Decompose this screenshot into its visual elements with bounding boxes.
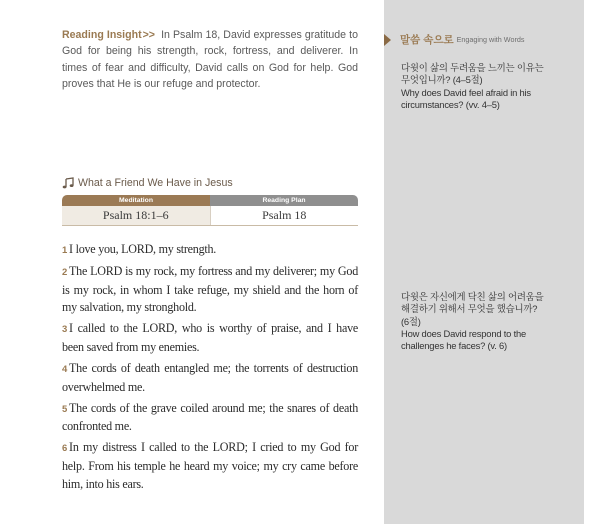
sidebar-header	[384, 32, 524, 47]
verse-number: 6	[62, 443, 68, 455]
verse-text: The LORD is my rock, my fortress and my deliverer; my God is my rock, in whom I take refuge, my shield and the horn of my salvation, my stronghold.	[62, 264, 358, 315]
scripture-passage	[62, 241, 358, 497]
music-note-icon	[62, 177, 74, 189]
verse-text: The cords of death entangled me; the torrents of destruction overwhelmed me.	[62, 361, 358, 394]
sidebar-title-kr: 말씀 속으로	[400, 34, 454, 46]
question-en: Why does David feel afraid in his circumstances? (vv. 4–5)	[401, 86, 531, 110]
sidebar-title-en: Engaging with Words	[456, 35, 525, 44]
hymn-title: What a Friend We Have in Jesus	[78, 177, 233, 189]
meditation-header: Meditation	[62, 195, 210, 206]
verse-text: The cords of the grave coiled around me; the snares of death confronted me.	[62, 400, 358, 434]
verse	[62, 320, 358, 356]
insight-text: In Psalm 18, David expresses gratitude to God for being his strength, rock, fortress, and deliverer. In times of fear and difficulty, David calls on God for help. God proves that He is our refuge and protector.	[62, 29, 358, 91]
question-item	[401, 62, 546, 111]
verse-number: 2	[62, 267, 68, 279]
question-item	[401, 291, 546, 352]
reading-plan-header: Reading Plan	[210, 195, 358, 206]
verse-number: 3	[62, 324, 68, 336]
question-kr: 다윗이 삶의 두려움을 느끼는 이유는 무엇입니까? (4–5절)	[401, 62, 544, 86]
reading-plan-value: Psalm 18	[262, 208, 307, 222]
verse	[62, 360, 358, 396]
insight-label: Reading Insight	[62, 29, 142, 41]
reading-table-body	[62, 206, 358, 226]
verse	[62, 439, 358, 493]
verse	[62, 263, 358, 317]
verse-text: In my distress I called to the LORD; I cried to my God for help. From his temple he heard my voice; my cry came before him, into his ears.	[62, 440, 358, 491]
meditation-value: Psalm 18:1–6	[62, 206, 211, 225]
questions-sidebar	[384, 0, 584, 524]
question-en: How does David respond to the challenges he faces? (v. 6)	[401, 327, 527, 352]
reading-table-header	[62, 195, 358, 206]
verse-number: 5	[62, 403, 68, 415]
question-kr: 다윗은 자신에게 닥친 삶의 어려움을 해결하기 위해서 무엇을 했습니까? (6절)	[401, 291, 544, 327]
reading-insight	[62, 27, 358, 93]
verse-number: 4	[62, 364, 68, 376]
triangle-marker-icon	[384, 34, 391, 46]
verse-text: I called to the LORD, who is worthy of praise, and I have been saved from my enemies.	[62, 321, 358, 354]
reading-table	[62, 195, 358, 226]
verse	[62, 241, 358, 260]
verse	[62, 400, 358, 436]
verse-number: 1	[62, 245, 68, 256]
verse-text: I love you, LORD, my strength.	[69, 242, 217, 256]
insight-arrows: >>	[142, 29, 155, 41]
hymn-line	[62, 177, 233, 189]
